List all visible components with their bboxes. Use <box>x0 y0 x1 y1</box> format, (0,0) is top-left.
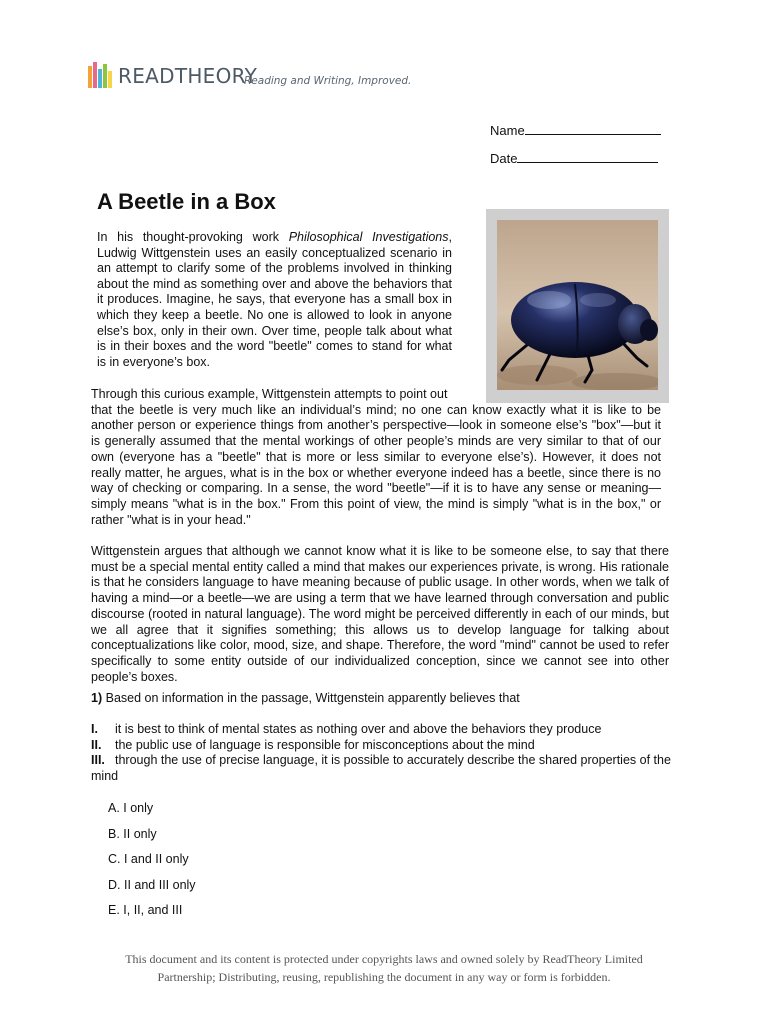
question-text: Based on information in the passage, Wittgenstein apparently believes that <box>105 691 520 705</box>
statement-numeral: I. <box>91 722 98 736</box>
date-label: Date <box>490 151 518 166</box>
statement-text: the public use of language is responsible for misconceptions about the mind <box>115 737 535 752</box>
roman-statements <box>91 722 671 785</box>
date-field[interactable] <box>490 150 658 166</box>
work-title: Philosophical Investigations <box>288 230 449 244</box>
statement-numeral: III. <box>91 753 105 768</box>
answer-choice-c[interactable]: C. I and II only <box>108 852 189 866</box>
beetle-photo-frame <box>486 209 669 403</box>
question-number: 1) <box>91 691 103 705</box>
statement-item <box>91 753 671 784</box>
statement-item <box>91 722 671 738</box>
brand-tagline: Reading and Writing, Improved. <box>244 75 412 87</box>
footer-line-2: Partnership; Distributing, reusing, republishing the document in any way or form is forbidden. <box>157 970 611 984</box>
passage-paragraph-1 <box>91 387 661 528</box>
date-line[interactable] <box>517 150 658 163</box>
statement-text: it is best to think of mental states as nothing over and above the behaviors they produce <box>115 722 602 736</box>
name-label: Name <box>490 123 525 138</box>
answer-choice-a[interactable]: A. I only <box>108 801 154 815</box>
paragraph-1-first-line: Through this curious example, Wittgenstein attempts to point out <box>91 387 448 401</box>
statement-text: through the use of precise language, it is possible to accurately describe the shared properties of the mind <box>91 753 671 784</box>
statement-numeral: II. <box>91 737 102 752</box>
footer-line-1: This document and its content is protected under copyrights laws and owned solely by ReadTheory Limited <box>125 952 643 966</box>
intro-paragraph <box>97 230 452 370</box>
brand-name: READTHEORY <box>118 64 258 88</box>
answer-choice-d[interactable]: D. II and III only <box>108 878 196 892</box>
question-stem <box>91 691 671 707</box>
intro-text-start: In his thought-provoking work <box>97 230 289 244</box>
statement-item <box>91 738 671 754</box>
name-field[interactable] <box>490 122 661 138</box>
intro-text-rest: , Ludwig Wittgenstein uses an easily conceptualized scenario in an attempt to clarify some of the problems involved in thinking about the mind as something over and above the behaviors that it produces. Imagine, he says, that everyone has a small box in which they keep a beetle. No one is allowed to look in anyone else’s box, only in their own. Over time, people talk about what is in their boxes and the word "beetle" comes to stand for what is in everyone’s box. <box>97 230 452 369</box>
copyright-footer <box>40 950 728 986</box>
logo-icon <box>87 60 113 88</box>
passage-paragraph-2: Wittgenstein argues that although we cannot know what it is like to be someone else, to say that there must be a special mental entity called a mind that makes our experiences private, is wrong. His rationale is that he considers language to have meaning because of public usage. In other words, when we talk of having a mind—or a beetle—we are using a term that we have learned through conversation and public discourse (rooted in natural language). The word might be perceived differently in each of our minds, but we all agree that it signifies something; this allows us to develop language for talking about conceptualizations like color, mood, size, and shape. Therefore, the word "mind" cannot be used to refer specifically to some entity outside of our individualized conception, since we cannot see into other people’s boxes. <box>91 544 669 684</box>
passage-title: A Beetle in a Box <box>97 189 276 214</box>
paragraph-1-rest: that the beetle is very much like an individual’s mind; no one can know exactly what it is like to be another person or experience things from another’s perspective—look in someone else’s "box"—but it is generally assumed that the mental workings of other people’s minds are very similar to that of our own (everyone has a "beetle" that is more or less similar to everyone else’s). However, it does not really matter, he argues, what is in the box or whether everyone indeed has a beetle, since there is no way of checking or comparing. In a sense, the word "beetle"—if it is to have any sense or meaning—simply means "what is in the box." From this point of view, the mind is simply "what is in the box," or rather "what is in your head." <box>91 402 661 527</box>
answer-choice-e[interactable]: E. I, II, and III <box>108 903 183 917</box>
beetle-photo <box>497 220 658 390</box>
name-line[interactable] <box>525 122 661 135</box>
answer-choice-b[interactable]: B. II only <box>108 827 157 841</box>
